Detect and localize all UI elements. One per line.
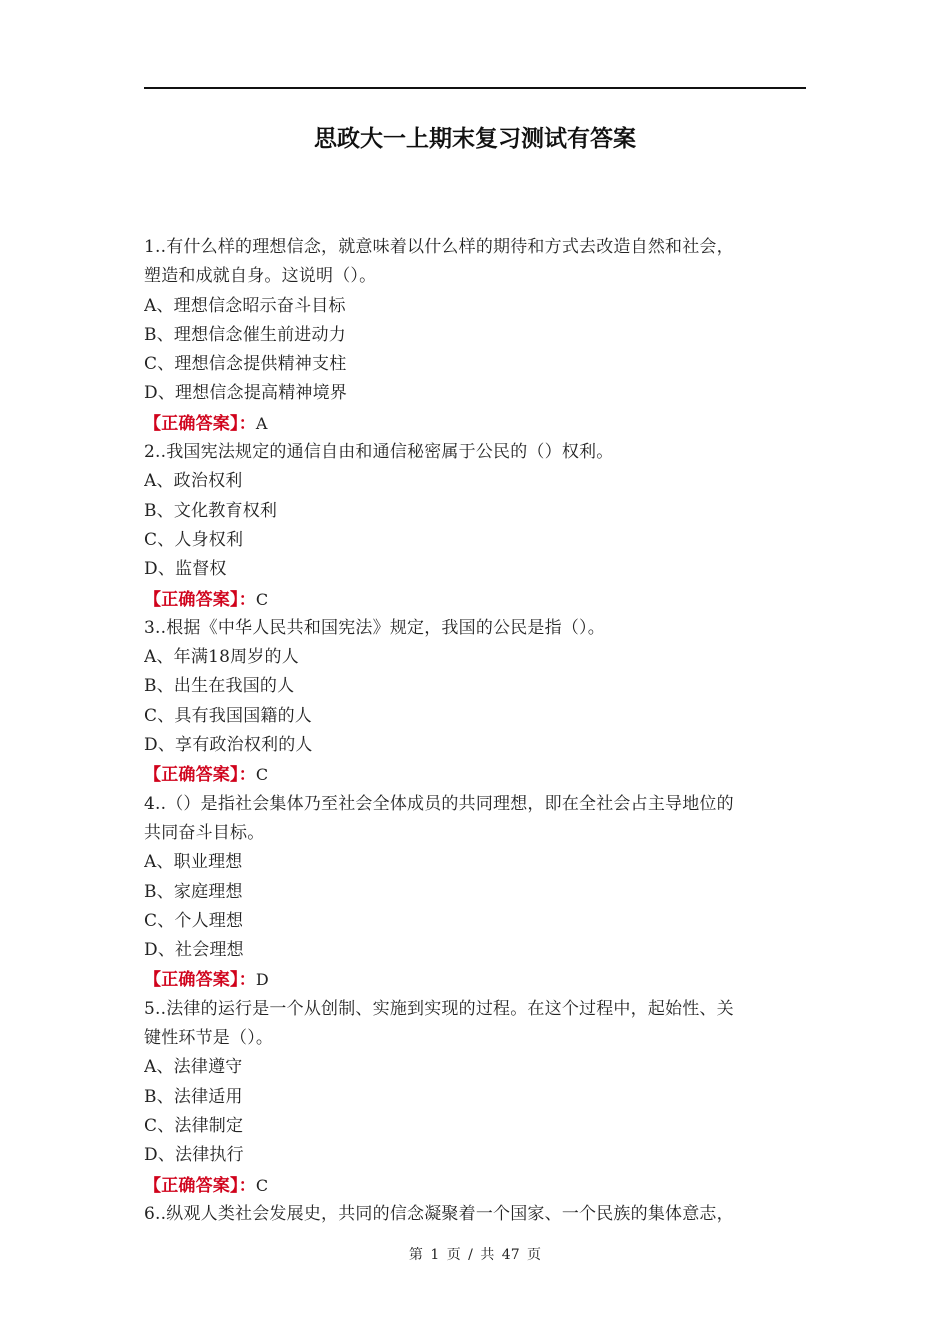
question-item <box>144 1200 810 1229</box>
option-a: A、职业理想 <box>144 852 243 873</box>
question-stem: 共同奋斗目标。 <box>144 822 265 843</box>
question-item <box>144 995 810 1200</box>
answer-value: D <box>255 970 269 990</box>
option-a: A、年满18周岁的人 <box>144 647 299 668</box>
option-a: A、理想信念昭示奋斗目标 <box>144 295 346 316</box>
question-stem: 2..我国宪法规定的通信自由和通信秘密属于公民的（）权利。 <box>144 442 614 463</box>
answer-value: C <box>255 1175 269 1195</box>
answer-value: C <box>255 589 269 609</box>
option-c: C、个人理想 <box>144 910 244 931</box>
answer-line <box>144 965 810 994</box>
option-b: B、出生在我国的人 <box>144 676 295 697</box>
option-a: A、法律遵守 <box>144 1057 243 1078</box>
answer-label: 【正确答案】： <box>144 1175 256 1196</box>
document-title: 思政大一上期末复习测试有答案 <box>314 125 636 152</box>
question-stem: 3..根据《中华人民共和国宪法》规定，我国的公民是指（）。 <box>144 617 605 638</box>
answer-line <box>144 585 810 614</box>
question-item <box>144 790 810 995</box>
option-b: B、家庭理想 <box>144 881 243 902</box>
answer-line <box>144 409 810 438</box>
answer-label: 【正确答案】： <box>144 765 256 786</box>
option-d: D、社会理想 <box>144 940 244 961</box>
option-c: C、法律制定 <box>144 1115 244 1136</box>
answer-label: 【正确答案】： <box>144 589 256 610</box>
question-item <box>144 233 810 438</box>
option-c: C、具有我国国籍的人 <box>144 705 313 726</box>
option-b: B、法律适用 <box>144 1086 243 1107</box>
option-d: D、监督权 <box>144 559 227 580</box>
answer-value: A <box>255 413 268 433</box>
option-b: B、文化教育权利 <box>144 500 278 521</box>
answer-line <box>144 1171 810 1200</box>
option-b: B、理想信念催生前进动力 <box>144 324 346 345</box>
answer-value: C <box>255 765 269 785</box>
answer-label: 【正确答案】： <box>144 413 256 434</box>
option-d: D、理想信念提高精神境界 <box>144 383 348 404</box>
question-stem: 5..法律的运行是一个从创制、实施到实现的过程。在这个过程中，起始性、关 <box>144 998 734 1019</box>
option-d: D、法律执行 <box>144 1145 244 1166</box>
option-d: D、享有政治权利的人 <box>144 735 313 756</box>
answer-label: 【正确答案】： <box>144 970 256 991</box>
option-c: C、人身权利 <box>144 529 244 550</box>
option-c: C、理想信念提供精神支柱 <box>144 354 347 375</box>
question-stem: 6..纵观人类社会发展史，共同的信念凝聚着一个国家、一个民族的集体意志， <box>144 1203 734 1224</box>
question-list <box>144 233 810 1229</box>
header-rule <box>144 87 806 89</box>
answer-line <box>144 760 810 789</box>
option-a: A、政治权利 <box>144 471 243 492</box>
question-stem: 1..有什么样的理想信念，就意味着以什么样的期待和方式去改造自然和社会， <box>144 237 734 257</box>
question-stem: 4..（）是指社会集体乃至社会全体成员的共同理想，即在全社会占主导地位的 <box>144 793 734 814</box>
question-stem: 键性环节是（）。 <box>144 1028 274 1049</box>
question-item <box>144 438 810 614</box>
page-footer: 第 1 页 / 共 47 页 <box>408 1247 542 1263</box>
question-item <box>144 614 810 790</box>
question-stem: 塑造和成就自身。这说明（）。 <box>144 266 377 287</box>
